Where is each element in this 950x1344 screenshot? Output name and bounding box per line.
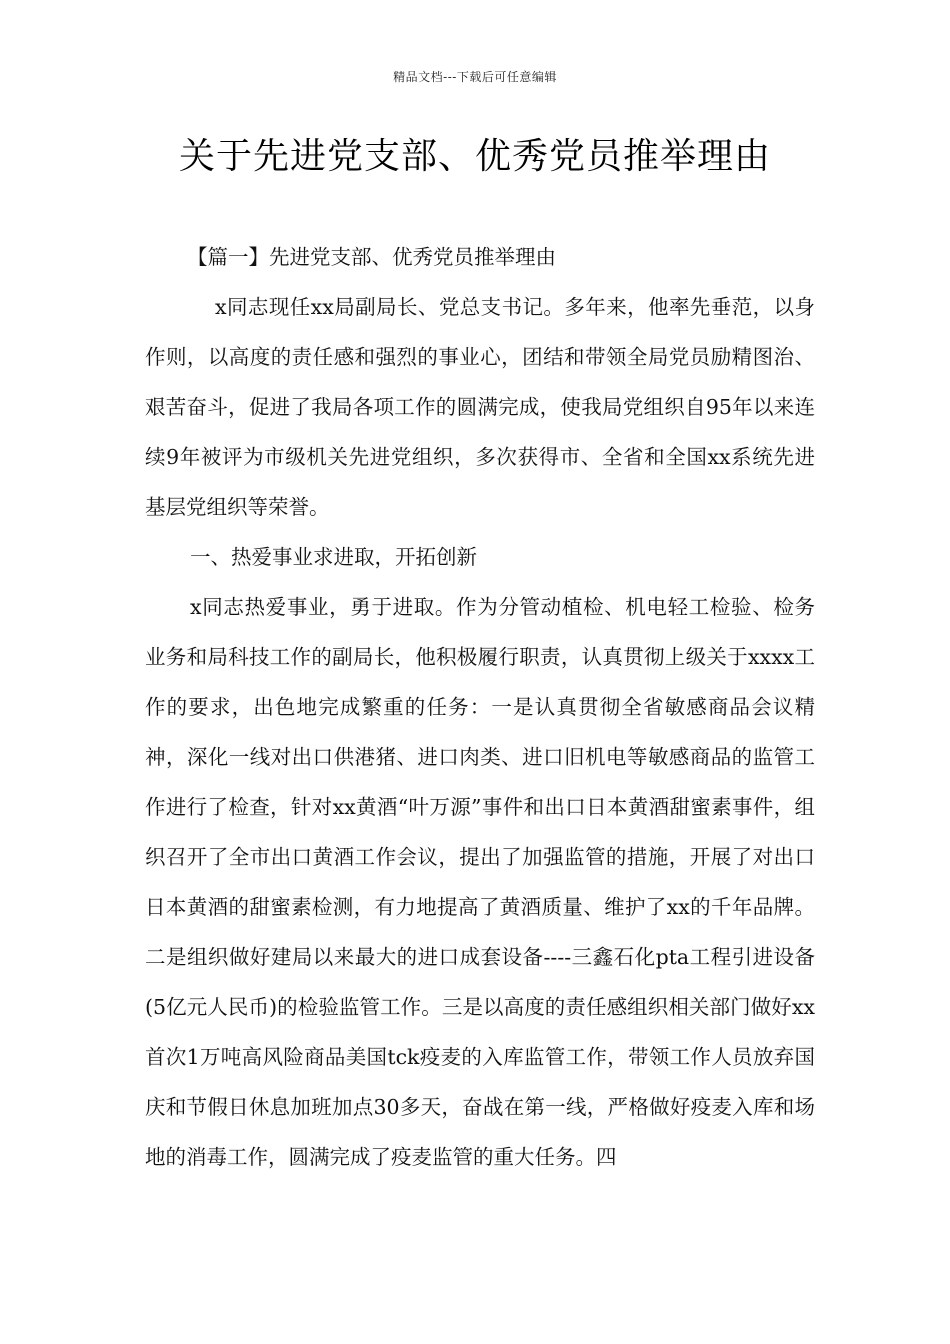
header-note: 精品文档---下载后可任意编辑 — [393, 70, 557, 84]
section-heading: 【篇一】先进党支部、优秀党员推举理由 — [187, 245, 556, 269]
paragraph-1: x同志现任xx局副局长、党总支书记。多年来，他率先垂范，以身作则，以高度的责任感和强烈的事业心，团结和带领全局党员励精图治、艰苦奋斗，促进了我局各项工作的圆满完成，使我局党组织自95年以来连续9年被评为市级机关先进党组织，多次获得市、全省和全国xx系统先进基层党组织等荣誉。 — [145, 295, 815, 519]
paragraph-2: x同志热爱事业，勇于进取。作为分管动植检、机电轻工检验、检务业务和局科技工作的副局长，他积极履行职责，认真贯彻上级关于xxxx工作的要求，出色地完成繁重的任务：一是认真贯彻全省敏感商品会议精神，深化一线对出口供港猪、进口肉类、进口旧机电等敏感商品的监管工作进行了检查，针对xx黄酒“叶万源”事件和出口日本黄酒甜蜜素事件，组织召开了全市出口黄酒工作会议，提出了加强监管的措施，开展了对出口日本黄酒的甜蜜素检测，有力地提高了黄酒质量、维护了xx的千年品牌。二是组织做好建局以来最大的进口成套设备----三鑫石化pta工程引进设备(5亿元人民币)的检验监管工作。三是以高度的责任感组织相关部门做好xx首次1万吨高风险商品美国tck疫麦的入库监管工作，带领工作人员放弃国庆和节假日休息加班加点30多天，奋战在第一线，严格做好疫麦入库和场地的消毒工作，圆满完成了疫麦监管的重大任务。四 — [145, 595, 815, 1169]
sub-heading-1: 一、热爱事业求进取，开拓创新 — [190, 545, 477, 569]
document-body — [145, 232, 815, 1182]
document-title: 关于先进党支部、优秀党员推举理由 — [178, 136, 771, 177]
